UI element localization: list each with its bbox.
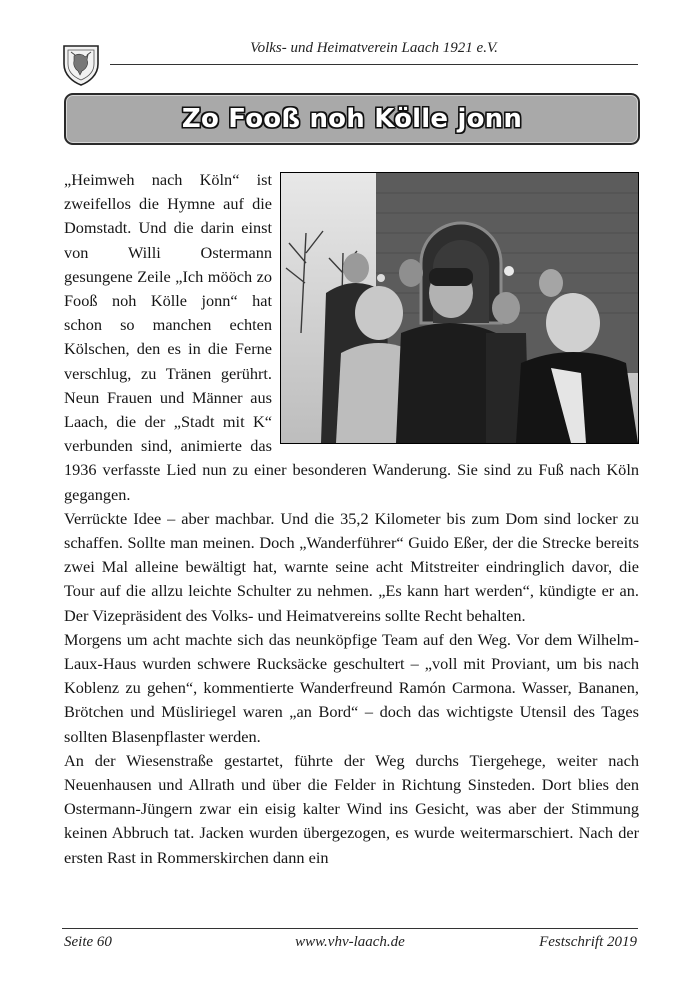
header-title: Volks- und Heimatverein Laach 1921 e.V.	[250, 40, 498, 56]
page-number: Seite 60	[64, 934, 112, 950]
article-body	[64, 168, 639, 870]
paragraph: Verrückte Idee – aber machbar. Und die 35,2 Kilometer bis zum Dom sind locker zu schaffen. Sollte man meinen. Doch „Wanderführer“ Guido Eßer, der die Strecke bereits zwei Mal alleine bewältigt hat, warnte seine acht Mitstreiter eindringlich davor, die Tour auf die allzu leichte Schulter zu nehmen. „Es kann hart werden“, kündigte er an. Der Vizepräsident des Volks- und Heimatvereins sollte Recht behalten.	[64, 508, 639, 625]
paragraph: An der Wiesenstraße gestartet, führte der Weg durchs Tiergehege, weiter nach Neuenhausen und Allrath und über die Felder in Richtung Sinsteden. Dort blies den Ostermann-Jüngern zwar ein eisig kalter Wind ins Gesicht, was aber der Stimmung keinen Abbruch tat. Jacken wurden übergezogen, es wurde weitermarschiert. Nach der ersten Rast in Rommerskirchen dann ein	[64, 750, 639, 867]
article-title: Zo Fooß noh Kölle jonn	[181, 104, 523, 134]
publication-name: Festschrift 2019	[539, 934, 637, 950]
website-link[interactable]: www.vhv-laach.de	[295, 934, 405, 950]
article-title-banner	[64, 93, 640, 145]
header-divider	[110, 64, 638, 65]
paragraph: Morgens um acht machte sich das neunköpfige Team auf den Weg. Vor dem Wilhelm-Laux-Haus wurden schwere Rucksäcke geschultert – „voll mit Proviant, um bis nach Koblenz zu gehen“, kommentierte Wanderfreund Ramón Carmona. Wasser, Bananen, Brötchen und Müsliriegel waren „an Bord“ – doch das wichtigste Utensil des Tages sollten Blasenpflaster werden.	[64, 629, 639, 746]
coat-of-arms-icon	[61, 42, 101, 86]
footer-divider	[62, 928, 638, 929]
paragraph: „Heimweh nach Köln“ ist zweifellos die Hymne auf die Domstadt. Und die darin einst von Willi Ostermann gesungene Zeile „Ich mööch zo Fooß noh Kölle jonn“ hat schon so manchen echten Kölschen, den es in die Ferne verschlug, zu Tränen gerührt. Neun Frauen und Männer aus Laach, die der „Stadt mit K“ verbunden sind, animierte das 1936 verfasste Lied nun zu einer besonderen Wanderung. Sie sind zu Fuß nach Köln gegangen.	[64, 170, 639, 504]
group-photo-image	[280, 172, 639, 444]
